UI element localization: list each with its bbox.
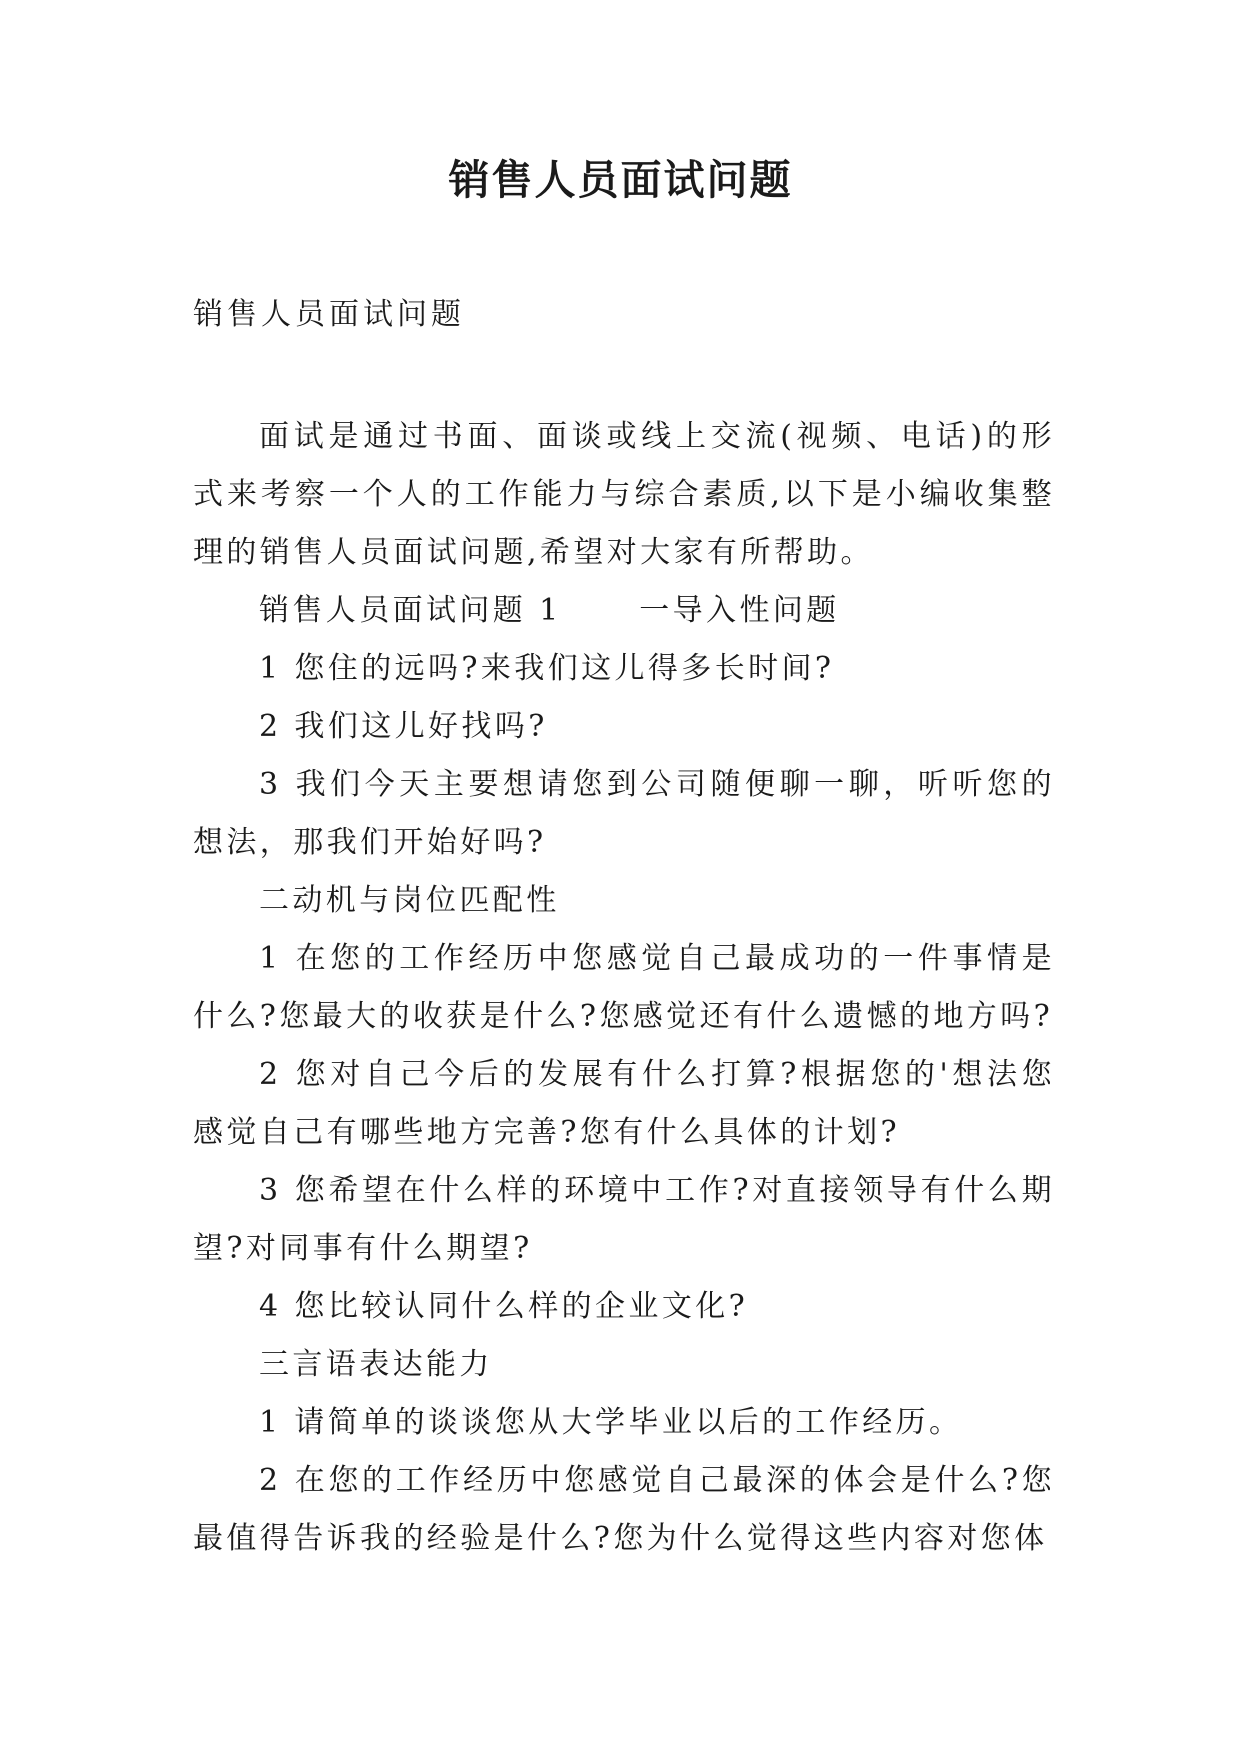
question-2-2: 2 您对自己今后的发展有什么打算?根据您的'想法您感觉自己有哪些地方完善?您有什么具体的计划? (193, 1057, 1055, 1150)
question-1-3: 3 我们今天主要想请您到公司随便聊一聊，听听您的想法，那我们开始好吗? (193, 767, 1055, 860)
document-body (193, 408, 1055, 1568)
document-title: 销售人员面试问题 (448, 156, 793, 204)
question-1-2: 2 我们这儿好找吗? (259, 709, 548, 744)
question-2-1: 1 在您的工作经历中您感觉自己最成功的一件事情是什么?您最大的收获是什么?您感觉还有什么遗憾的地方吗? (193, 941, 1055, 1034)
section-heading-1: 销售人员面试问题 1 一导入性问题 (259, 593, 840, 628)
paragraph-intro: 面试是通过书面、面谈或线上交流(视频、电话)的形式来考察一个人的工作能力与综合素质,以下是小编收集整理的销售人员面试问题,希望对大家有所帮助。 (193, 419, 1055, 570)
question-3-2: 2 在您的工作经历中您感觉自己最深的体会是什么?您最值得告诉我的经验是什么?您为什么觉得这些内容对您体 (193, 1463, 1055, 1556)
question-3-1: 1 请简单的谈谈您从大学毕业以后的工作经历。 (259, 1405, 963, 1440)
document-subtitle: 销售人员面试问题 (193, 297, 465, 332)
question-2-4: 4 您比较认同什么样的企业文化? (259, 1289, 749, 1324)
section-heading-3: 三言语表达能力 (259, 1347, 493, 1382)
question-1-1: 1 您住的远吗?来我们这儿得多长时间? (259, 651, 835, 686)
question-2-3: 3 您希望在什么样的环境中工作?对直接领导有什么期望?对同事有什么期望? (193, 1173, 1055, 1266)
section-heading-2: 二动机与岗位匹配性 (259, 883, 560, 918)
